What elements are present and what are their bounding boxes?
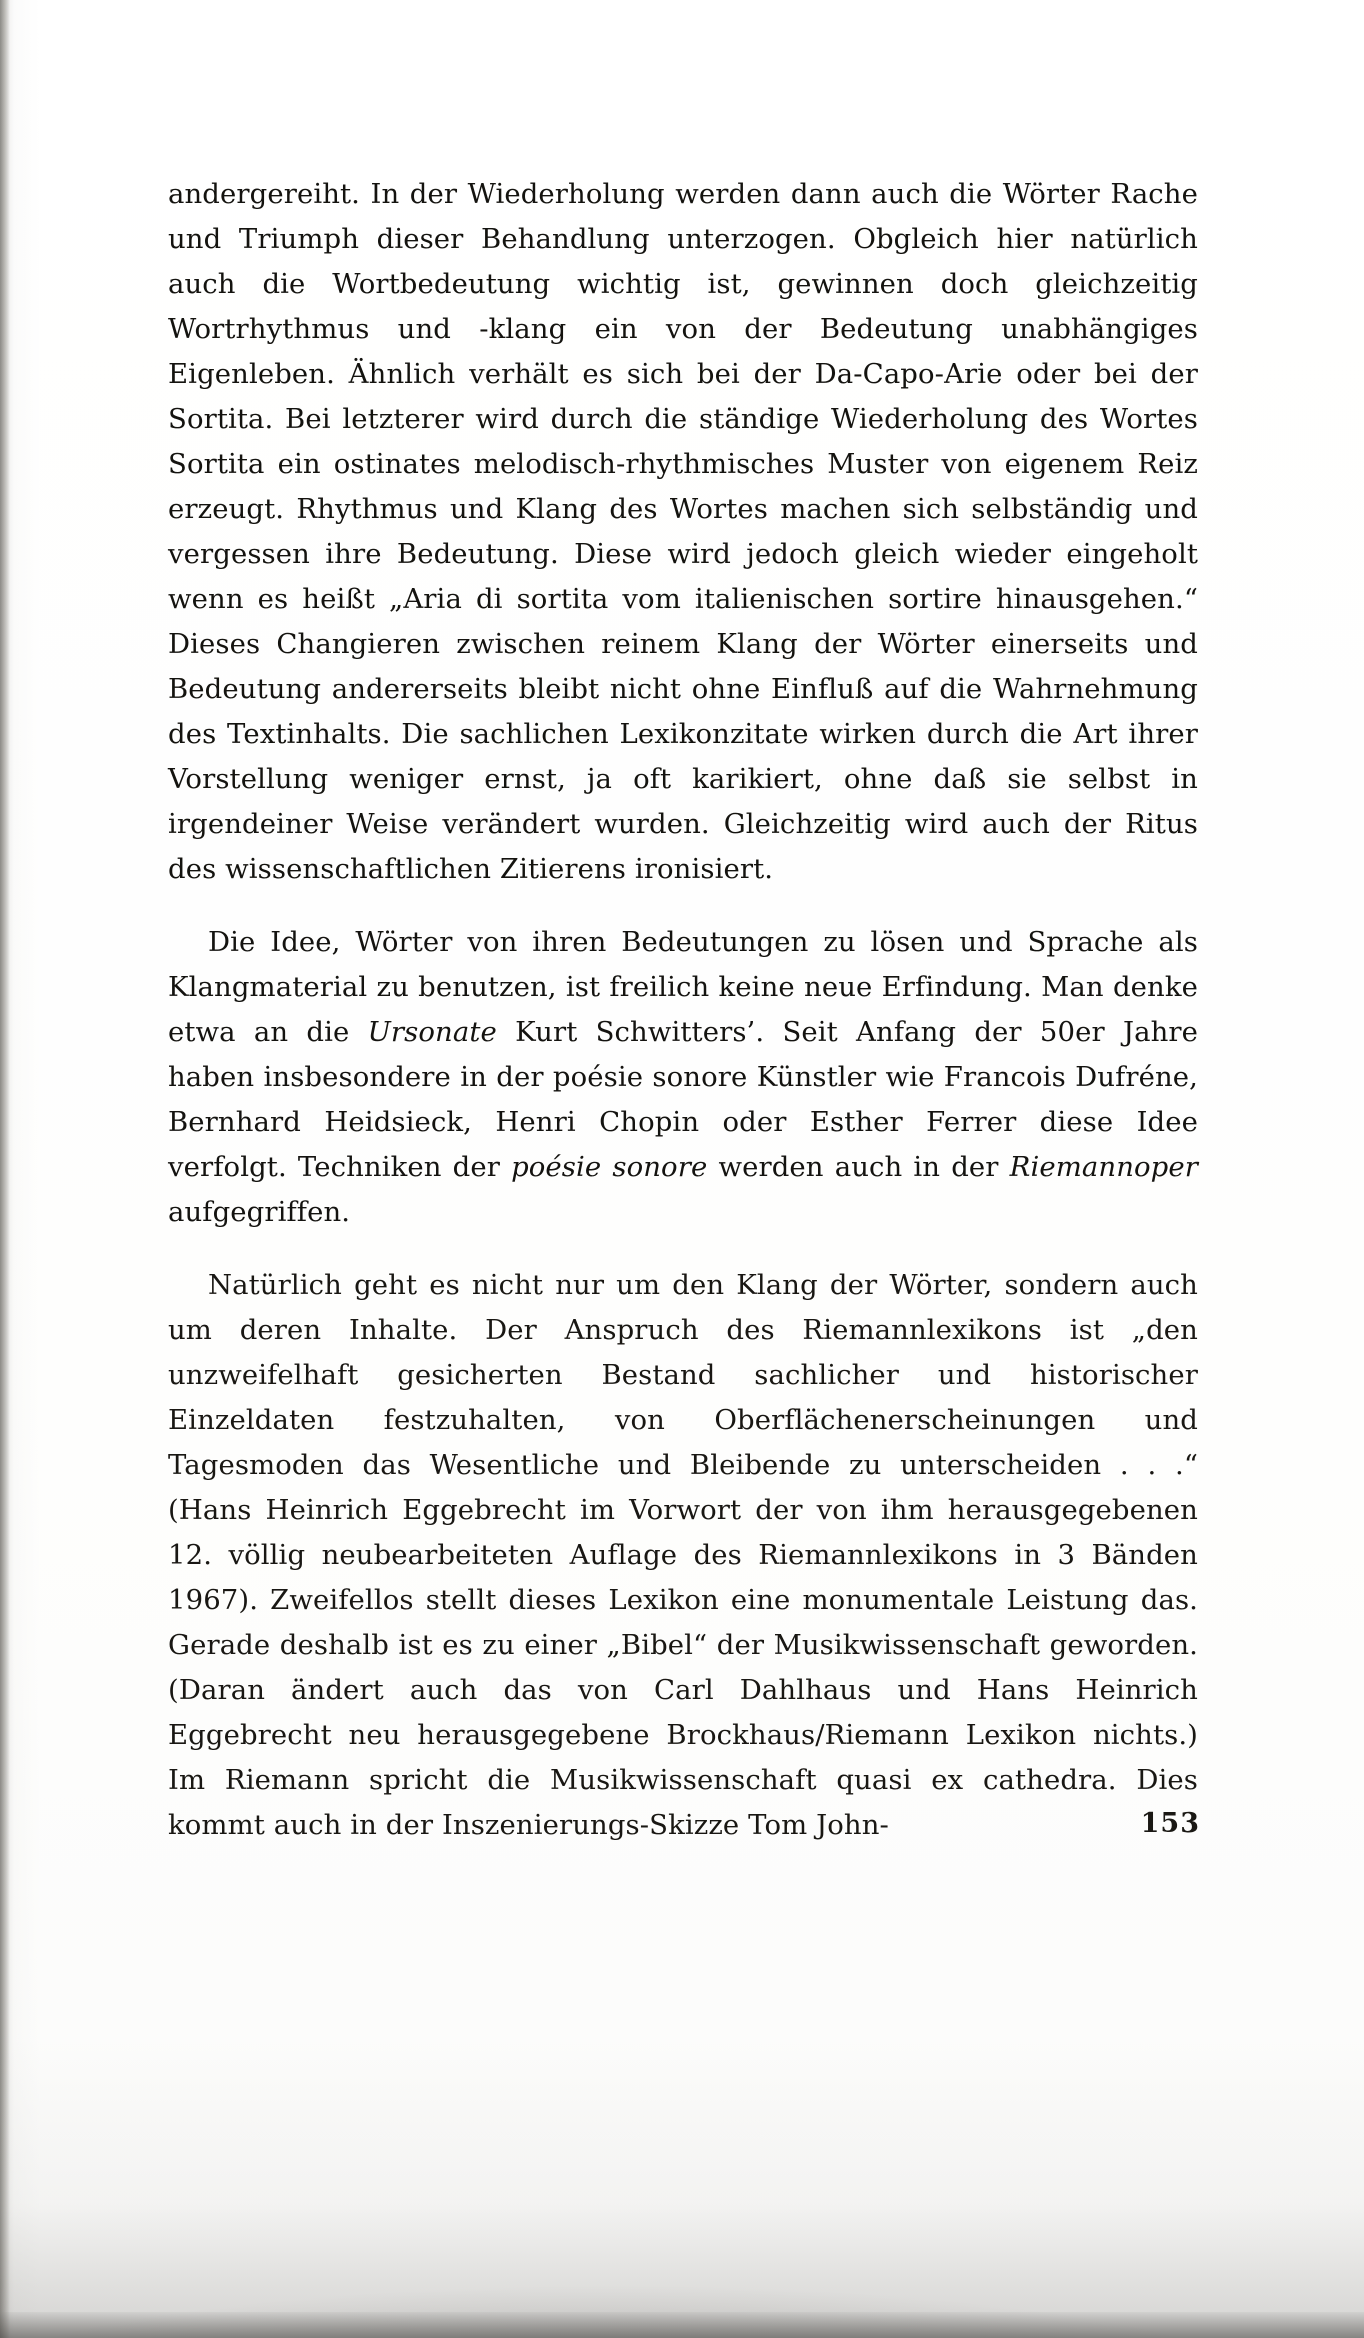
paragraph-2: Die Idee, Wörter von ihren Bedeutungen zu lösen und Sprache als Klangmaterial zu benutzen, ist freilich keine neue Erfindung. Man denke etwa an die Ursonate Kurt Schwitters’. Seit Anfang der 50er Jahre haben insbesondere in der poésie sonore Künstler wie Francois Dufréne, Bernhard Heidsieck, Henri Chopin oder Esther Ferrer diese Idee verfolgt. Techniken der poésie sonore werden auch in der Riemannoper aufgegriffen. <box>168 926 1199 1228</box>
page-bottom-shadow <box>0 2038 1364 2338</box>
paragraph-1: andergereiht. In der Wiederholung werden dann auch die Wörter Rache und Triumph dieser Behandlung unterzogen. Obgleich hier natürlich auch die Wortbedeutung wichtig ist, gewinnen doch gleichzeitig Wortrhythmus und -klang ein von der Bedeutung unabhängiges Eigenleben. Ähnlich verhält es sich bei der Da-Capo-Arie oder bei der Sortita. Bei letzterer wird durch die ständige Wiederholung des Wortes Sortita ein ostinates melodisch-rhythmisches Muster von eigenem Reiz erzeugt. Rhythmus und Klang des Wortes machen sich selbständig und vergessen ihre Bedeutung. Diese wird jedoch gleich wieder eingeholt wenn es heißt „Aria di sortita vom italienischen sortire hinausgehen.“ Dieses Changieren zwischen reinem Klang der Wörter einerseits und Bedeutung andererseits bleibt nicht ohne Einfluß auf die Wahrnehmung des Textinhalts. Die sachlichen Lexikonzitate wirken durch die Art ihrer Vorstellung weniger ernst, ja oft karikiert, ohne daß sie selbst in irgendeiner Weise verändert wurden. Gleichzeitig wird auch der Ritus des wissenschaftlichen Zitierens ironisiert. <box>168 178 1198 885</box>
body-text-column <box>168 172 1198 1848</box>
page-number: 153 <box>1140 1808 1200 1839</box>
italic-title: poésie sonore <box>511 1151 708 1183</box>
italic-title: Ursonate <box>367 1016 497 1048</box>
page-gutter-shadow <box>0 0 10 2338</box>
italic-title: Riemannoper <box>1009 1151 1199 1183</box>
paragraph-3: Natürlich geht es nicht nur um den Klang der Wörter, sondern auch um deren Inhalte. Der Anspruch des Riemannlexikons ist „den unzweifelhaft gesicherten Bestand sachlicher und historischer Einzeldaten festzuhalten, von Oberflächenerscheinungen und Tagesmoden das Wesentliche und Bleibende zu unterscheiden . . .“ (Hans Heinrich Eggebrecht im Vorwort der von ihm herausgegebenen 12. völlig neubearbeiteten Auflage des Riemannlexikons in 3 Bänden 1967). Zweifellos stellt dieses Lexikon eine monumentale Leistung das. Gerade deshalb ist es zu einer „Bibel“ der Musikwissenschaft geworden. (Daran ändert auch das von Carl Dahlhaus und Hans Heinrich Eggebrecht neu herausgegebene Brockhaus/Riemann Lexikon nichts.) Im Riemann spricht die Musikwissenschaft quasi ex cathedra. Dies kommt auch in der Inszenierungs-Skizze Tom John- <box>168 1269 1198 1841</box>
